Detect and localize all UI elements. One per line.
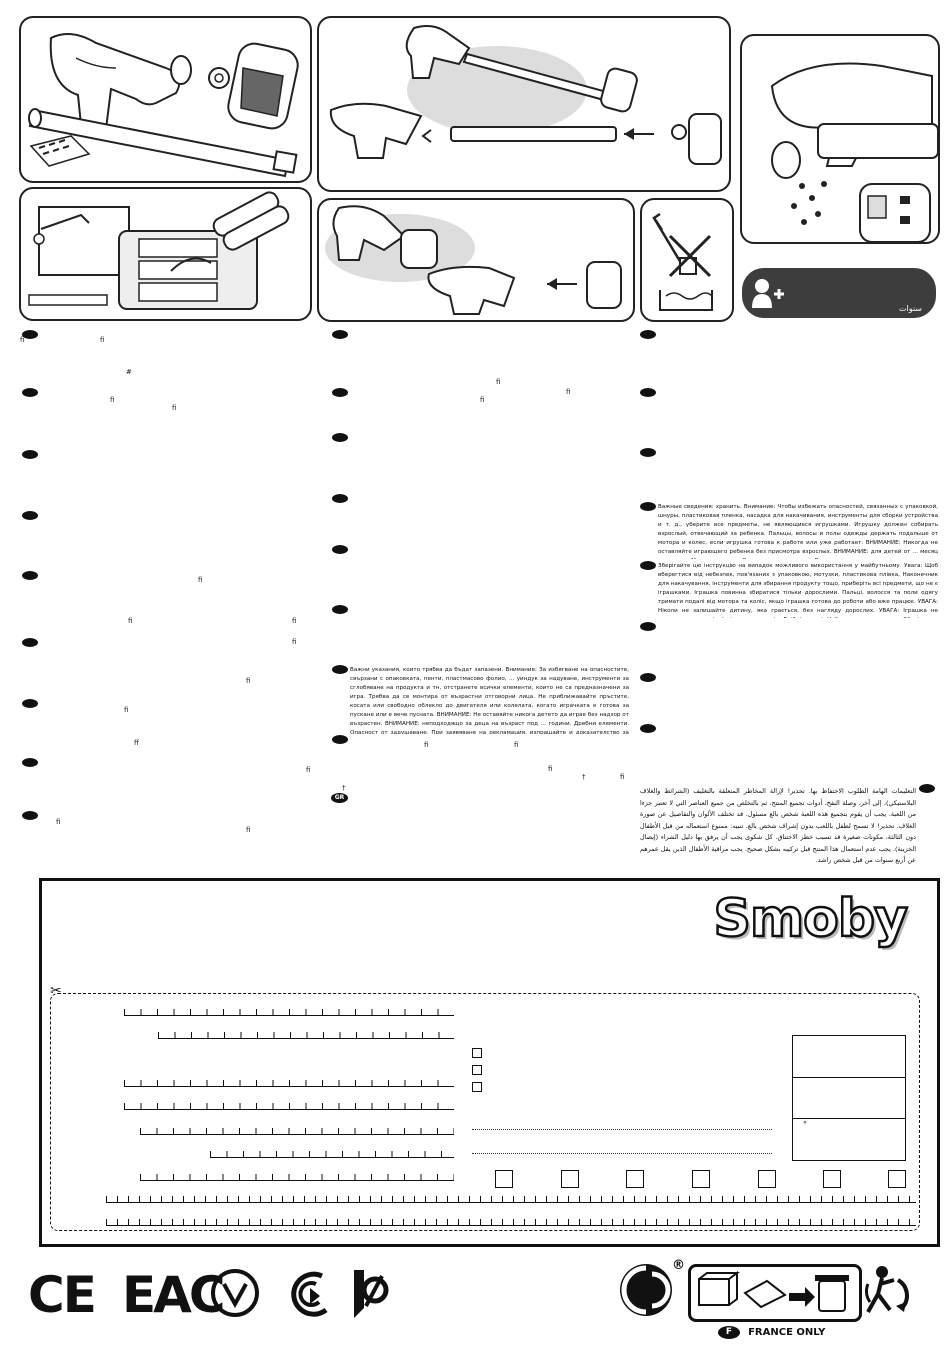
panel-washing (640, 198, 734, 322)
code-box[interactable] (495, 1170, 513, 1188)
gr-badge-label: GR (334, 794, 345, 801)
code-box[interactable] (888, 1170, 906, 1188)
glyph-mark: ﬁ (172, 404, 177, 412)
glyph-mark: ﬁ (198, 576, 203, 584)
language-bullet (640, 673, 656, 682)
glyph-mark: † (342, 784, 346, 792)
language-bullet (640, 724, 656, 733)
glyph-mark: ﬁ (548, 765, 553, 773)
glyph-mark: ﬁ (292, 617, 297, 625)
glyph-mark: ﬁ (56, 818, 61, 826)
return-form (39, 878, 940, 1247)
form-field[interactable] (140, 1174, 454, 1181)
glyph-mark: ﬁ (246, 677, 251, 685)
language-bullet (332, 494, 348, 503)
brand-name: Smoby (713, 889, 907, 949)
form-dotted-line[interactable] (472, 1153, 772, 1154)
age-warning-text: سنوات (898, 304, 922, 313)
code-box[interactable] (626, 1170, 644, 1188)
degree-mark: ° (803, 1120, 807, 1129)
language-bullet (22, 638, 38, 647)
note-russian: Важные сведения: хранить. Внимание: Чтобы избежать опасностей, связанных с упаковкой, шнуры, пластиковая пленка, насадка для накачивания, инструменты для сборки устройства и т. д., уберите все предметы, не являющиеся игрушками. Игрушку должен собирать взрослый, отвечающий за ребенка. Пальцы, волосы и полы одежды держать подальше от мотора и колес, если игрушка готова к работе или уже работает. ВНИМАНИЕ: Никогда не оставляйте играющего ребенка без присмотра взрослых. ВНИМАНИЕ: для детей от ... месяц (658, 504, 938, 555)
ce-label: CE (28, 1266, 95, 1324)
form-field[interactable] (124, 1009, 454, 1016)
france-only-label (718, 1322, 838, 1338)
country-text: FRANCE ONLY (748, 1327, 826, 1338)
glyph-mark: ﬁ (246, 826, 251, 834)
filter-illustration (742, 36, 938, 242)
glyph-mark: ﬁ (292, 638, 297, 646)
language-bullet (640, 622, 656, 631)
form-field[interactable] (106, 1196, 916, 1203)
panel-parts (19, 16, 312, 183)
form-field[interactable] (158, 1032, 454, 1039)
glyph-mark: ﬁ (514, 741, 519, 749)
form-dotted-line[interactable] (472, 1129, 772, 1130)
ce-mark (28, 1266, 95, 1324)
glyph-mark: † (582, 773, 586, 781)
glyph-mark: ﬁ (424, 741, 429, 749)
language-bullet (332, 388, 348, 397)
panel-usage (317, 198, 635, 322)
glyph-mark: ﬁ (124, 706, 129, 714)
language-bullet (332, 545, 348, 554)
sorting-icons (691, 1267, 859, 1319)
language-bullet (640, 388, 656, 397)
glyph-mark: ﬁ (620, 773, 625, 781)
code-box[interactable] (561, 1170, 579, 1188)
language-bullet (332, 735, 348, 744)
triman-box (688, 1264, 862, 1322)
eac-mark (122, 1266, 223, 1324)
language-bullet (22, 811, 38, 820)
glyph-mark: ﬁ (100, 336, 105, 344)
language-bullet (22, 511, 38, 520)
form-field[interactable] (210, 1151, 454, 1158)
glyph-mark: ﬀ (134, 739, 139, 747)
kz-conformity-icon (348, 1266, 392, 1320)
glyph-mark: ﬁ (306, 766, 311, 774)
child-plus-icon (742, 268, 792, 318)
scissors-icon: ✂ (50, 983, 62, 999)
language-bullet (22, 388, 38, 397)
note-bulgarian: Важни указания, които трябва да бъдат запазени. Внимание: За избягване на опасностите, свързани с опаковката, пенти, пластмасово фолио, ... уиндук за надуване, инструменти за сглобяване на продукта и тн, отстранете всички елементи, които не са предназначени за игра. Трябва да се монтира от възрастни отговорни лица. Не приближавайте пръстите, косата или свободно облекло до двигателя или колелата, когато играчката е готова за пускане или е вече пусната. ВНИМАНИЕ: Не оставяйте никога детето да играе без надзор от възрастен. ВНИМАНИЕ: неподходящо за деца на възраст под ... години. Дребни елементи. Опасност от задушаване. При заявяване на рекламация, изпращайте и доказателство за (350, 667, 629, 734)
registered-mark: ® (672, 1258, 685, 1273)
form-field[interactable] (124, 1103, 454, 1110)
green-dot-icon (618, 1262, 674, 1318)
age-warning-badge (742, 268, 936, 318)
code-box[interactable] (823, 1170, 841, 1188)
panel-batteries (19, 187, 312, 321)
triman-figure-icon (858, 1262, 914, 1318)
code-box[interactable] (692, 1170, 710, 1188)
glyph-mark: ﬁ (110, 396, 115, 404)
glyph-mark: ﬁ (20, 336, 25, 344)
note-ukrainian: Зберігайте цю інструкцію на випадок можливого використання у майбутньому. Увага: Щоб вберегтися від небезпек, пов'язаних з упаковкою, мотузки, пластикова плівка, Наконечник для накачування, інструменти для збирання продукту тощо, приберіть всі предмети, що не є іграшками. Іграшка повинна збиратися тільки дорослими. Пальці, волосся та поли одягу тримати подалі від мотора та коліс, якщо іграшка готова до роботи або вже працює. УВАГА: Ніколи не залишайте дитину, яка грається, без нагляду дорослих. УВАГА: Іграшка не (658, 563, 938, 614)
language-bullet (332, 330, 348, 339)
form-field[interactable] (140, 1128, 454, 1135)
glyph-mark: ﬁ (480, 396, 485, 404)
assembly-illustration (319, 18, 729, 190)
code-box[interactable] (758, 1170, 776, 1188)
usage-illustration (319, 200, 633, 320)
vacuum-parts-illustration (21, 18, 310, 181)
panel-assembly (317, 16, 731, 192)
language-bullet (640, 502, 656, 511)
language-bullet (919, 784, 935, 793)
glyph-mark: # (126, 368, 132, 376)
form-checkbox[interactable] (472, 1065, 482, 1075)
language-bullet (332, 605, 348, 614)
gr-badge (331, 793, 348, 803)
form-checkbox[interactable] (472, 1082, 482, 1092)
gost-conformity-icon (282, 1266, 332, 1318)
note-arabic: التعليمات الهامة الطلوب الاحتفاظ بها. تحذير! لإزالة المخاطر المتعلقة بالتغليف (الشرائط والغلاف البلاستيكي)، إلى آخر، وصلة النفخ، أدوات تجميع المنتج، ثم بالتخلص من جميع العناصر التي لا تعتبر جزءا من اللعبة. يجب أن يقوم بتجميع هذه اللعبة شخص بالغ مسئول. قد تختلف الألوان والتفاصيل عن صورة الغلاف. تحذير! لا تسمح لطفل باللعب بدون إشراف شخص بالغ. تنبيه: ممنوع استعماله من قبل الأطفال دون الثالثة، مكونات صغيرة قد تسبب خطر الاختناق. كل شكوى يجب أن يرفق بها دليل الشراء (إيصال الخزينة). يجب عدم استعمال هذا المنتج قبل تركيبه بشكل صحيح. يجب مراقبة الأطفال الذين يقل عمرهم عن أربع سنوات من قبل شخص راشد. (640, 787, 916, 864)
glyph-mark: ﬁ (496, 378, 501, 386)
form-checkbox[interactable] (472, 1048, 482, 1058)
language-bullet (640, 561, 656, 570)
language-bullet (640, 330, 656, 339)
glyph-mark: ﬁ (566, 388, 571, 396)
language-bullet (332, 433, 348, 442)
eac-label: EAC (122, 1266, 223, 1324)
battery-illustration (21, 189, 310, 319)
language-bullet (22, 450, 38, 459)
language-bullet (22, 758, 38, 767)
form-field[interactable] (106, 1219, 916, 1226)
language-bullet (22, 699, 38, 708)
glyph-mark: ﬁ (128, 617, 133, 625)
panel-filter (740, 34, 940, 244)
stamp-table (792, 1035, 906, 1161)
language-bullet (332, 665, 348, 674)
country-badge: F (718, 1326, 740, 1339)
ukrainian-conformity-icon (210, 1268, 260, 1318)
no-wash-icon (642, 200, 732, 320)
brand-logo (714, 889, 907, 949)
language-bullet (22, 571, 38, 580)
form-field[interactable] (124, 1080, 454, 1087)
language-bullet (640, 448, 656, 457)
